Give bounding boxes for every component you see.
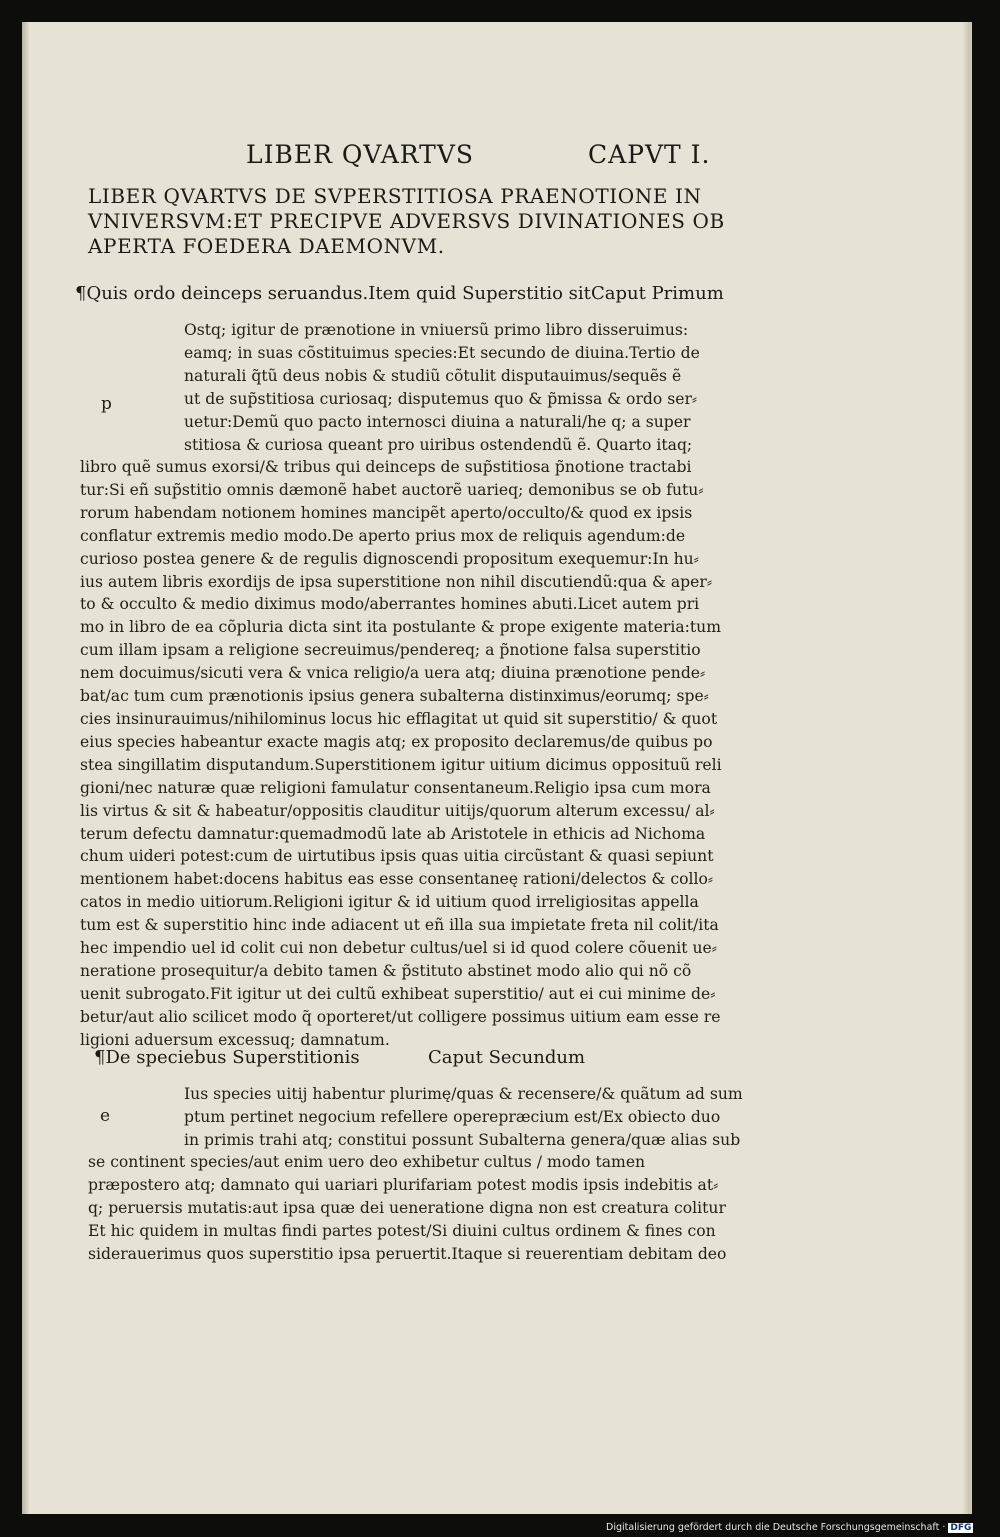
text-line: ius autem libris exordijs de ipsa superstitione non nihil discutiendũ:qua & aper⸗ — [80, 572, 713, 591]
title-line: APERTA FOEDERA DAEMONVM. — [88, 234, 445, 258]
title-line: VNIVERSVM:ET PRECIPVE ADVERSVS DIVINATIONES OB — [88, 209, 725, 233]
text-line: præpostero atq; damnato qui uariari plurifariam potest modis ipsis indebitis at⸗ — [88, 1175, 719, 1194]
chapter2-heading: ¶De speciebus Superstitionis — [94, 1047, 360, 1068]
text-line: lis virtus & sit & habeatur/oppositis clauditur uitijs/quorum alterum excessu/ al⸗ — [80, 801, 715, 820]
text-line: catos in medio uitiorum.Religioni igitur & id uitium quod irreligiositas appella — [80, 893, 699, 912]
chapter2-label: Caput Secundum — [428, 1047, 586, 1068]
text-line: nem docuimus/sicuti vera & vnica religio/a uera atq; diuina prænotione pende⸗ — [80, 664, 706, 683]
text-line: q; peruersis mutatis:aut ipsa quæ dei ueneratione digna non est creatura colitur — [88, 1198, 726, 1217]
text-line: mo in libro de ea cõpluria dicta sint ita postulante & prope exigente materia:tum — [80, 618, 722, 637]
text-line: cies insinurauimus/nihilominus locus hic efflagitat ut quid sit superstitio/ & quot — [80, 709, 718, 728]
chapter2-body-text — [88, 1151, 726, 1266]
text-line: siderauerimus quos superstitio ipsa peruertit.Itaque si reuerentiam debitam deo — [88, 1244, 727, 1263]
text-line: curioso postea genere & de regulis dignoscendi propositum exequemur:In hu⸗ — [80, 549, 699, 568]
text-line: conflatur extremis medio modo.De aperto prius mox de reliquis agendum:de — [80, 526, 686, 545]
text-line: eamq; in suas cõstituimus species:Et secundo de diuina.Tertio de — [184, 343, 700, 362]
text-line: ligioni aduersum excessuq; damnatum. — [80, 1030, 390, 1049]
dfg-logo: DFG — [950, 1523, 972, 1533]
digitization-credit — [606, 1522, 973, 1533]
chapter2-initial: e — [100, 1106, 111, 1126]
chapter1-label: Caput Primum — [591, 283, 724, 304]
text-line: stitiosa & curiosa queant pro uiribus ostendendũ ẽ. Quarto itaq; — [184, 435, 693, 454]
text-line: ptum pertinet negocium refellere operepræcium est/Ex obiecto duo — [184, 1107, 721, 1126]
text-line: terum defectu damnatur:quemadmodũ late ab Aristotele in ethicis ad Nichoma — [80, 824, 706, 843]
text-line: bat/ac tum cum prænotionis ipsius genera subalterna distinximus/eorumq; spe⸗ — [80, 687, 709, 706]
text-line: stea singillatim disputandum.Superstitionem igitur uitium dicimus opposituũ reli — [80, 755, 722, 774]
page-gutter-shadow — [22, 22, 30, 1514]
running-head-left: LIBER QVARTVS — [246, 140, 475, 169]
text-line: mentionem habet:docens habitus eas esse consentaneę rationi/delectos & collo⸗ — [80, 870, 714, 889]
text-line: Ostq; igitur de prænotione in vniuersũ primo libro disseruimus: — [184, 321, 689, 339]
title-line: LIBER QVARTVS DE SVPERSTITIOSA PRAENOTIONE IN — [88, 184, 702, 208]
text-line: eius species habeantur exacte magis atq; ex proposito declaremus/de quibus po — [80, 732, 713, 751]
text-line: libro quẽ sumus exorsi/& tribus qui deinceps de sup̃stitiosa p̃notione tractabi — [80, 458, 692, 476]
text-line: ut de sup̃stitiosa curiosaq; disputemus quo & p̃missa & ordo ser⸗ — [184, 389, 698, 408]
chapter1-initial: p — [101, 394, 112, 414]
page-edge-shadow — [962, 22, 970, 1514]
text-line: cum illam ipsam a religione secreuimus/pendereq; a p̃notione falsa superstitio — [80, 641, 701, 660]
text-line: uenit subrogato.Fit igitur ut dei cultũ exhibeat superstitio/ aut ei cui minime de⸗ — [80, 984, 716, 1003]
credit-text: Digitalisierung gefördert durch die Deutsche Forschungsgemeinschaft · — [606, 1522, 946, 1533]
text-line: chum uideri potest:cum de uirtutibus ipsis quas uitia circũstant & quasi sepiunt — [80, 847, 714, 866]
chapter1-indented-text — [184, 319, 700, 456]
chapter1-body-text — [80, 456, 722, 1052]
text-line: Ius species uitij habentur plurimę/quas & recensere/& quãtum ad sum — [184, 1085, 743, 1103]
text-line: tum est & superstitio hinc inde adiacent ut eñ illa sua impietate freta nil colit/ita — [80, 916, 719, 935]
text-line: tur:Si eñ sup̃stitio omnis dæmonẽ habet auctorẽ uarieq; demonibus se ob futu⸗ — [80, 480, 704, 499]
text-line: uetur:Demũ quo pacto internosci diuina a naturali/he q; a super — [184, 412, 691, 431]
chapter1-heading: ¶Quis ordo deinceps seruandus.Item quid Superstitio sit — [75, 283, 591, 304]
text-line: in primis trahi atq; constitui possunt Subalterna genera/quæ alias sub — [184, 1130, 741, 1149]
text-line: to & occulto & medio diximus modo/aberrantes homines abuti.Licet autem pri — [80, 595, 700, 614]
book-title — [88, 184, 748, 259]
text-line: hec impendio uel id colit cui non debetur cultus/uel si id quod colere cõuenit ue⸗ — [80, 939, 717, 958]
text-line: Et hic quidem in multas findi partes potest/Si diuini cultus ordinem & fines con — [88, 1221, 716, 1240]
chapter2-indented-text — [184, 1083, 743, 1152]
text-line: se continent species/aut enim uero deo exhibetur cultus / modo tamen — [88, 1153, 646, 1171]
text-line: rorum habendam notionem homines mancipẽt aperto/occulto/& quod ex ipsis — [80, 503, 693, 522]
text-line: gioni/nec naturæ quæ religioni famulatur consentaneum.Religio ipsa cum mora — [80, 778, 711, 797]
text-line: naturali q̃tũ deus nobis & studiũ cõtulit disputauimus/sequẽs ẽ — [184, 366, 682, 385]
text-line: neratione prosequitur/a debito tamen & p̃stituto abstinet modo alio qui nõ cõ — [80, 961, 692, 980]
text-line: betur/aut alio scilicet modo q̃ oporteret/ut colligere possimus uitium eam esse re — [80, 1007, 721, 1026]
running-head-right: CAPVT I. — [588, 140, 711, 169]
